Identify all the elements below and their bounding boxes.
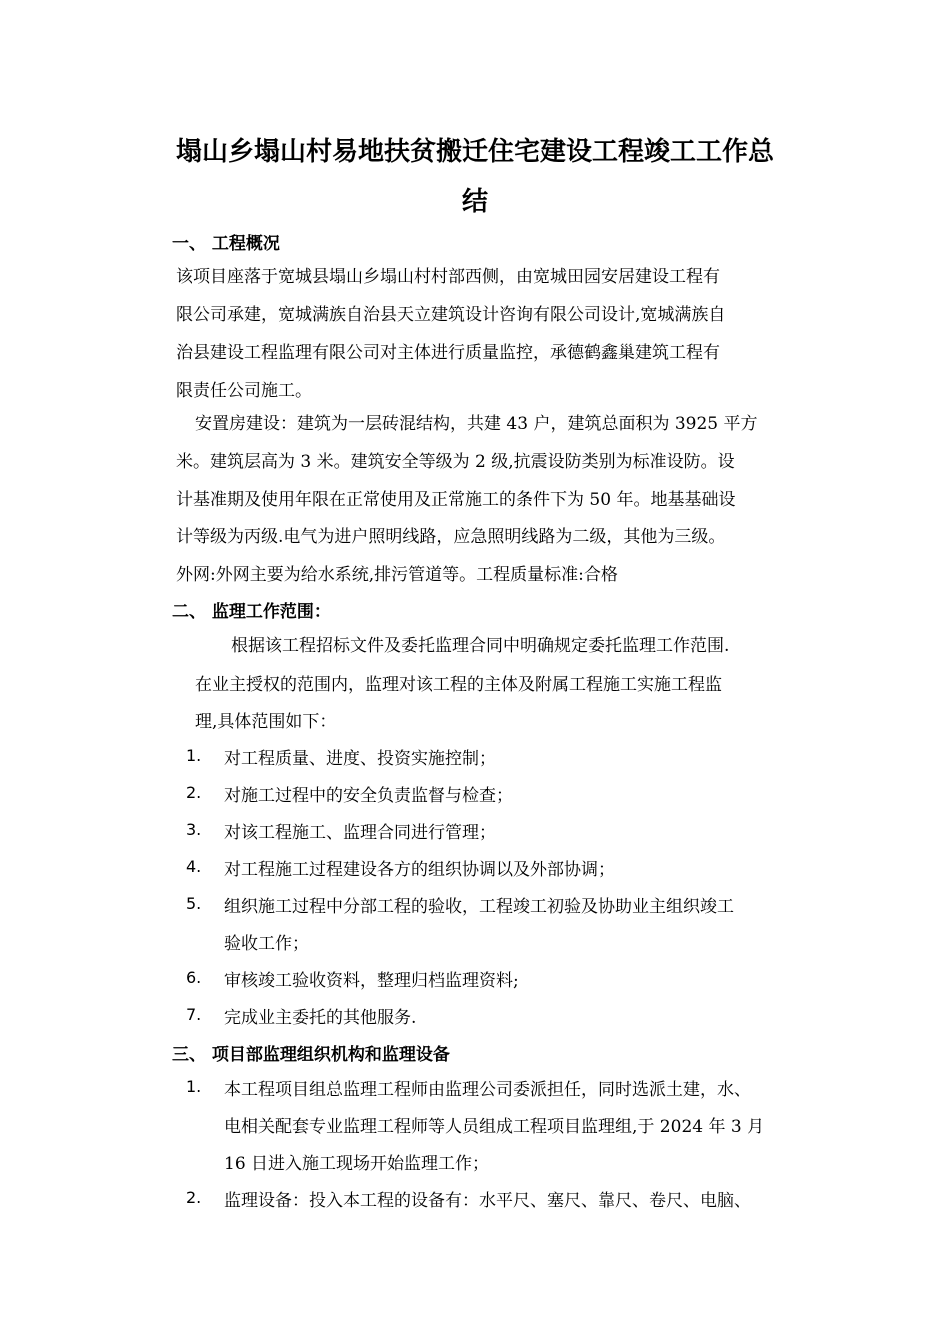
section1-para2-line5: 外网:外网主要为给水系统,排污管道等。工程质量标准:合格 <box>176 565 618 585</box>
section1-para2-line2: 米。建筑层高为 3 米。建筑安全等级为 2 级,抗震设防类别为标准设防。设 <box>176 452 735 472</box>
list-number: 1. <box>186 746 202 765</box>
list-item: 对工程施工过程建设各方的组织协调以及外部协调； <box>224 860 615 880</box>
section3-heading: 三、 项目部监理组织机构和监理设备 <box>172 1045 450 1065</box>
list-item-continuation: 验收工作； <box>224 934 309 954</box>
list-item: 监理设备：投入本工程的设备有：水平尺、塞尺、靠尺、卷尺、电脑、 <box>224 1191 751 1211</box>
list-item: 组织施工过程中分部工程的验收，工程竣工初验及协助业主组织竣工 <box>224 897 734 917</box>
section2-heading: 二、 监理工作范围： <box>172 602 331 622</box>
list-number: 2. <box>186 783 202 802</box>
list-item: 对该工程施工、监理合同进行管理； <box>224 823 496 843</box>
list-item: 本工程项目组总监理工程师由监理公司委派担任，同时选派土建，水、 <box>224 1080 751 1100</box>
section1-heading: 一、 工程概况 <box>172 234 280 254</box>
list-number: 3. <box>186 820 202 839</box>
list-item-continuation: 电相关配套专业监理工程师等人员组成工程项目监理组,于 2024 年 3 月 <box>224 1117 765 1137</box>
list-number: 6. <box>186 968 202 987</box>
section1-para2-line1: 安置房建设：建筑为一层砖混结构，共建 43 户，建筑总面积为 3925 平方 <box>195 414 758 434</box>
list-number: 7. <box>186 1005 202 1024</box>
list-number: 2. <box>186 1188 202 1207</box>
list-number: 5. <box>186 894 202 913</box>
section2-intro-line3: 理,具体范围如下： <box>195 712 337 732</box>
list-item: 对工程质量、进度、投资实施控制； <box>224 749 496 769</box>
section1-para1-line2: 限公司承建，宽城满族自治县天立建筑设计咨询有限公司设计,宽城满族自 <box>176 305 726 325</box>
list-number: 4. <box>186 857 202 876</box>
list-item: 审核竣工验收资料，整理归档监理资料; <box>224 971 519 991</box>
document-title-line2: 结 <box>461 187 488 217</box>
section2-intro-line1: 根据该工程招标文件及委托监理合同中明确规定委托监理工作范围. <box>231 636 730 656</box>
section1-para2-line4: 计等级为丙级.电气为进户照明线路，应急照明线路为二级，其他为三级。 <box>176 527 726 547</box>
list-item: 完成业主委托的其他服务. <box>224 1008 417 1028</box>
list-number: 1. <box>186 1077 202 1096</box>
section1-para1-line4: 限责任公司施工。 <box>176 381 312 401</box>
list-item-continuation: 16 日进入施工现场开始监理工作； <box>224 1154 490 1174</box>
document-title-line1: 塌山乡塌山村易地扶贫搬迁住宅建设工程竣工工作总 <box>175 137 774 167</box>
section2-intro-line2: 在业主授权的范围内，监理对该工程的主体及附属工程施工实施工程监 <box>195 675 722 695</box>
section1-para1-line3: 治县建设工程监理有限公司对主体进行质量监控，承德鹤鑫巢建筑工程有 <box>176 343 720 363</box>
section1-para1-line1: 该项目座落于宽城县塌山乡塌山村村部西侧，由宽城田园安居建设工程有 <box>176 267 720 287</box>
section1-para2-line3: 计基准期及使用年限在正常使用及正常施工的条件下为 50 年。地基基础设 <box>176 490 736 510</box>
list-item: 对施工过程中的安全负责监督与检查； <box>224 786 513 806</box>
